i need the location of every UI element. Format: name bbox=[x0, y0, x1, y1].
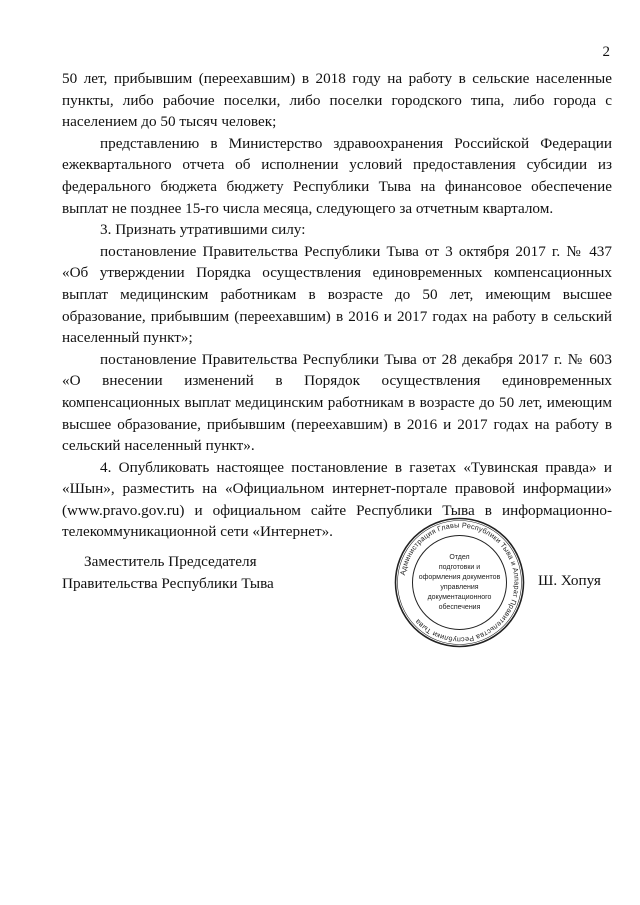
stamp-line: подготовки и bbox=[438, 564, 481, 571]
stamp-line: документационного bbox=[427, 594, 492, 601]
paragraph: постановление Правительства Республики Тыва от 28 декабря 2017 г. № 603 «О внесении изменений в Порядок осуществления единовременных компенсационных выплат медицинским работникам в возрасте до 50 лет, имеющим высшее образование, прибывшим (переехавшим) в 2016 и 2017 годах на работу в сельский населенный пункт». bbox=[62, 350, 612, 455]
paragraph: 50 лет, прибывшим (переехавшим) в 2018 году на работу в сельские населенные пункты, либо рабочие поселки, либо поселки городского типа, либо города с населением до 50 тысяч человек; bbox=[62, 70, 612, 131]
position-line: Правительства Республики Тыва bbox=[62, 574, 274, 592]
paragraph: постановление Правительства Республики Тыва от 3 октября 2017 г. № 437 «Об утверждении Порядка осуществления единовременных компенсационных выплат медицинским работникам в возрасте до 50 лет, имеющим высшее образование, прибывшим (переехавшим) в 2016 и 2017 годах на работу в сельский населенный пункт»; bbox=[62, 242, 612, 347]
signatory-name: Ш. Хопуя bbox=[538, 572, 601, 589]
svg-text:Администрация Главы Республики bbox=[398, 520, 522, 644]
page-number: 2 bbox=[602, 44, 610, 60]
stamp-line: оформления документов bbox=[418, 574, 501, 581]
stamp-line: обеспечения bbox=[438, 604, 481, 611]
stamp-ring-text: Администрация Главы Республики Тыва и Аппарат Правительства Республики Тыва bbox=[397, 520, 522, 645]
official-stamp bbox=[392, 515, 527, 650]
stamp-line: управления bbox=[440, 584, 479, 591]
paragraph: 4. Опубликовать настоящее постановление в газетах «Тувинская правда» и «Шын», разместить на «Официальном интернет-портале правовой информации» (www.pravo.gov.ru) и официальном сайте Республики Тыва в информационно-телекоммуникационной сети «Интернет». bbox=[62, 458, 612, 541]
paragraph: 3. Признать утратившими силу: bbox=[100, 221, 306, 239]
stamp-line: Отдел bbox=[449, 554, 470, 561]
position-line: Заместитель Председателя bbox=[84, 553, 257, 570]
signatory-position bbox=[62, 551, 274, 594]
document-body bbox=[62, 68, 612, 543]
paragraph: представлению в Министерство здравоохранения Российской Федерации ежеквартального отчета об исполнении условий предоставления субсидии из федерального бюджета бюджету Республики Тыва на финансовое обеспечение выплат не позднее 15-го числа месяца, следующего за отчетным кварталом. bbox=[62, 134, 612, 217]
